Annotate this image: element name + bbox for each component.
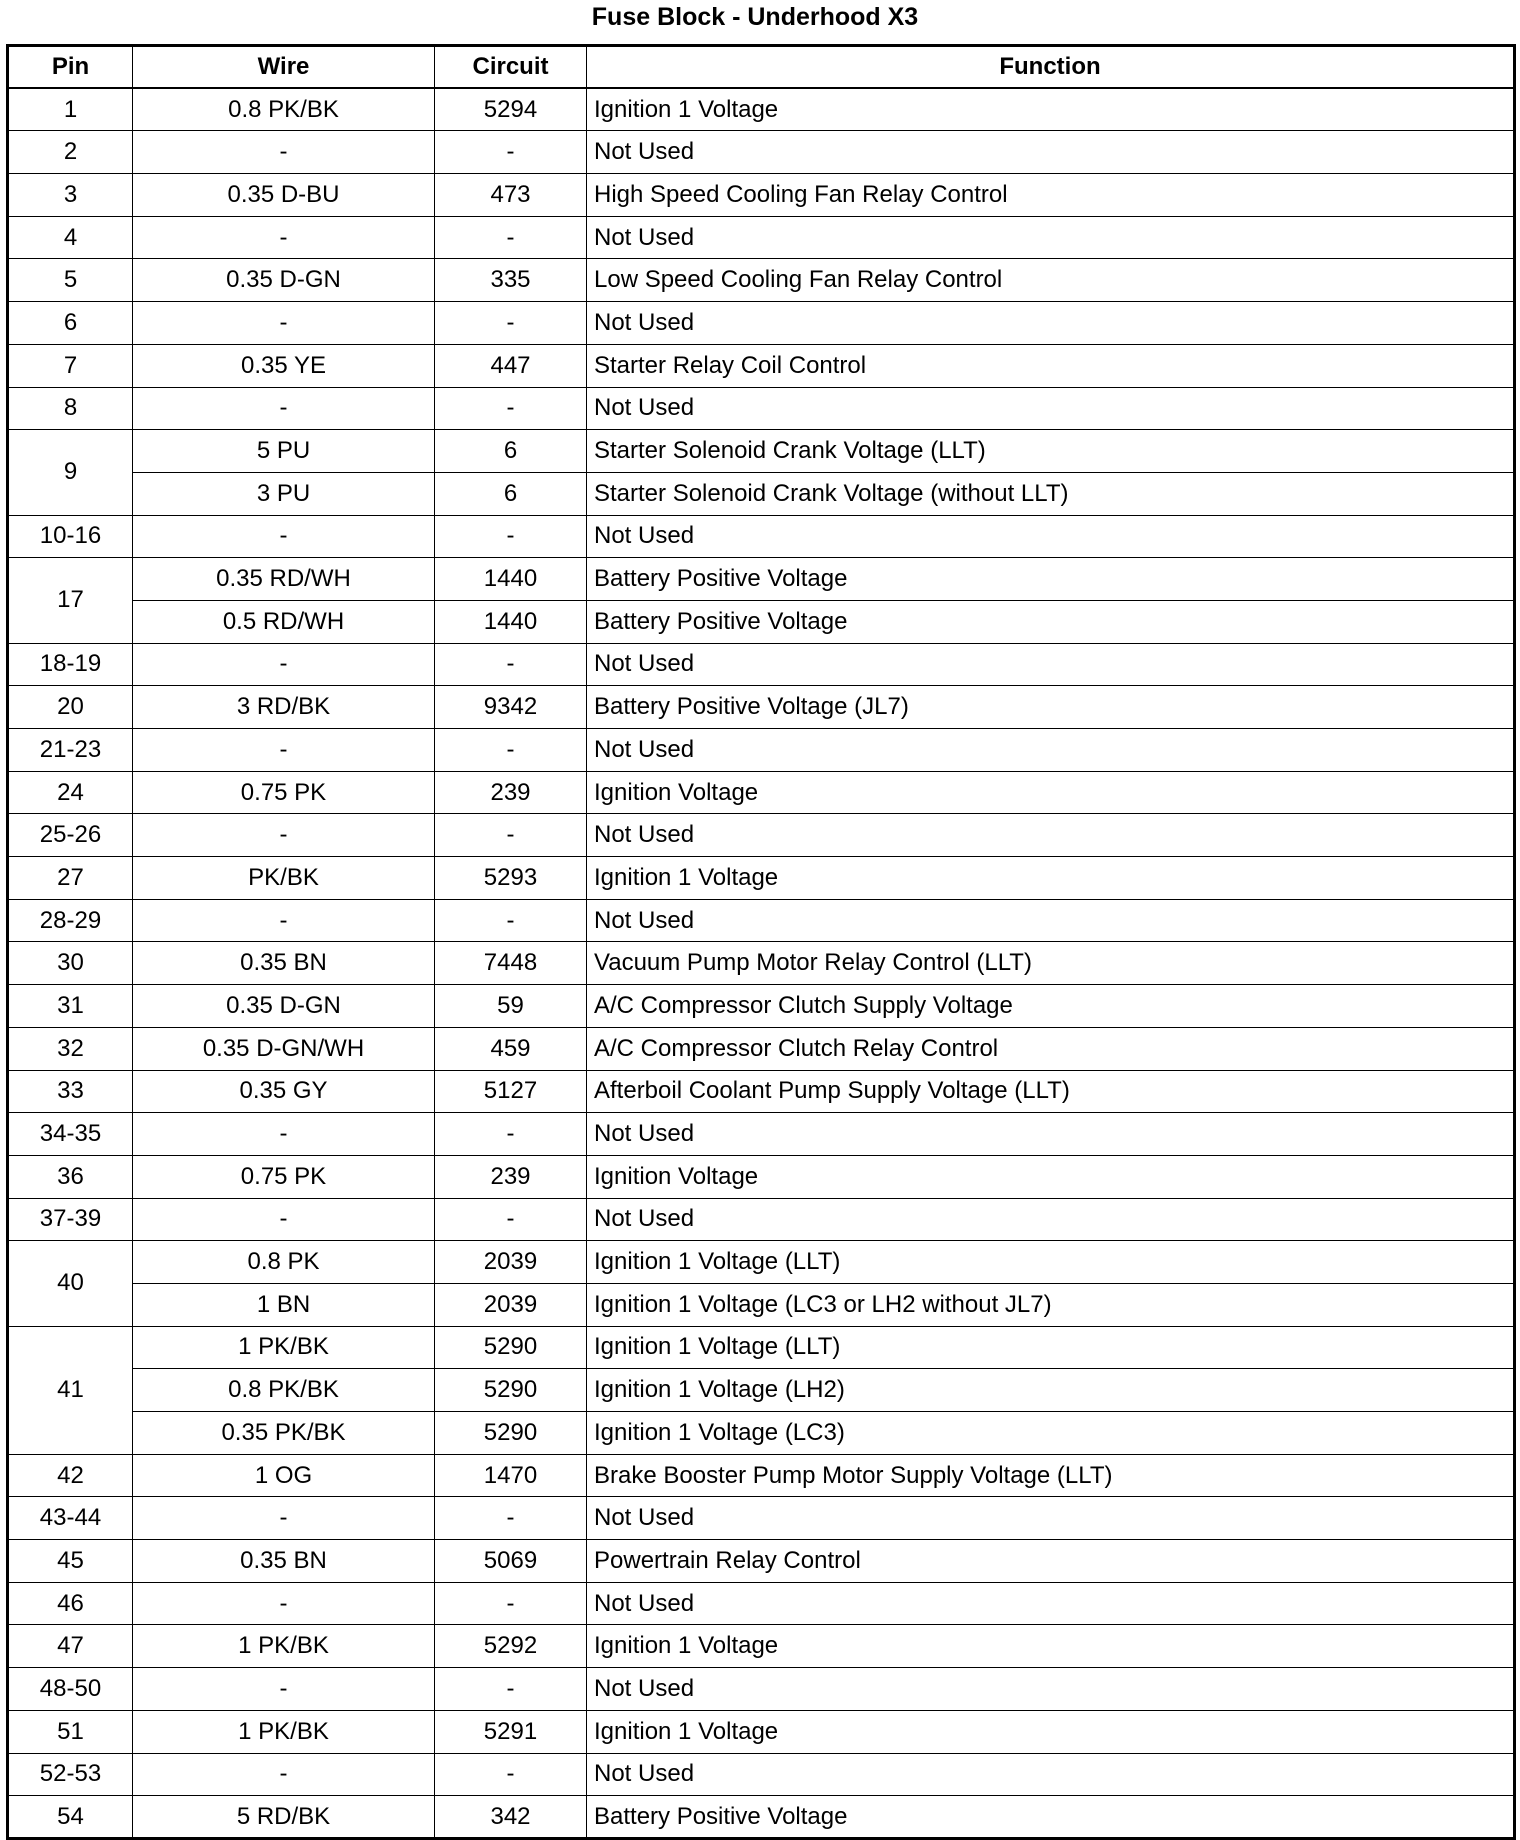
function-cell: Not Used <box>587 1668 1515 1711</box>
circuit-cell: 5290 <box>435 1369 587 1412</box>
circuit-cell: - <box>435 899 587 942</box>
table-row <box>8 1369 1515 1412</box>
wire-cell: - <box>133 515 435 558</box>
pin-cell: 20 <box>8 686 133 729</box>
circuit-cell: - <box>435 387 587 430</box>
wire-cell: 0.75 PK <box>133 1155 435 1198</box>
circuit-cell: 5291 <box>435 1710 587 1753</box>
function-cell: Not Used <box>587 814 1515 857</box>
function-cell: Not Used <box>587 515 1515 558</box>
wire-cell: - <box>133 899 435 942</box>
pin-cell: 24 <box>8 771 133 814</box>
table-row <box>8 1668 1515 1711</box>
pin-cell: 3 <box>8 174 133 217</box>
pin-cell: 52-53 <box>8 1753 133 1796</box>
wire-cell: 5 PU <box>133 430 435 473</box>
table-row <box>8 985 1515 1028</box>
table-row <box>8 1710 1515 1753</box>
pin-cell: 42 <box>8 1454 133 1497</box>
wire-cell: - <box>133 643 435 686</box>
circuit-cell: 1440 <box>435 558 587 601</box>
table-row <box>8 88 1515 131</box>
table-row <box>8 729 1515 772</box>
wire-cell: 0.5 RD/WH <box>133 600 435 643</box>
table-row <box>8 1283 1515 1326</box>
function-cell: Not Used <box>587 387 1515 430</box>
table-row <box>8 942 1515 985</box>
circuit-cell: - <box>435 131 587 174</box>
circuit-cell: 1470 <box>435 1454 587 1497</box>
circuit-cell: 335 <box>435 259 587 302</box>
wire-cell: 0.35 BN <box>133 1540 435 1583</box>
wire-cell: 0.35 PK/BK <box>133 1412 435 1455</box>
pin-cell: 33 <box>8 1070 133 1113</box>
pin-cell: 4 <box>8 216 133 259</box>
function-cell: Battery Positive Voltage <box>587 1796 1515 1839</box>
wire-cell: 1 OG <box>133 1454 435 1497</box>
circuit-cell: - <box>435 216 587 259</box>
table-row <box>8 1582 1515 1625</box>
circuit-cell: 239 <box>435 1155 587 1198</box>
pin-cell: 31 <box>8 985 133 1028</box>
function-cell: Ignition 1 Voltage (LH2) <box>587 1369 1515 1412</box>
pin-cell: 41 <box>8 1326 133 1454</box>
pin-cell: 46 <box>8 1582 133 1625</box>
wire-cell: - <box>133 1582 435 1625</box>
table-header-row <box>8 46 1515 89</box>
function-cell: Not Used <box>587 1753 1515 1796</box>
circuit-cell: - <box>435 515 587 558</box>
circuit-cell: 59 <box>435 985 587 1028</box>
table-row <box>8 899 1515 942</box>
table-row <box>8 558 1515 601</box>
function-cell: Ignition Voltage <box>587 771 1515 814</box>
wire-cell: - <box>133 1113 435 1156</box>
pin-cell: 10-16 <box>8 515 133 558</box>
function-cell: High Speed Cooling Fan Relay Control <box>587 174 1515 217</box>
circuit-cell: 2039 <box>435 1241 587 1284</box>
wire-cell: - <box>133 729 435 772</box>
wire-cell: 0.35 GY <box>133 1070 435 1113</box>
circuit-cell: - <box>435 1113 587 1156</box>
circuit-cell: - <box>435 1668 587 1711</box>
function-cell: Not Used <box>587 1582 1515 1625</box>
circuit-cell: 6 <box>435 472 587 515</box>
pin-cell: 54 <box>8 1796 133 1839</box>
table-row <box>8 1326 1515 1369</box>
function-cell: Ignition 1 Voltage (LLT) <box>587 1326 1515 1369</box>
function-cell: Not Used <box>587 729 1515 772</box>
header-pin: Pin <box>8 46 133 89</box>
pin-cell: 21-23 <box>8 729 133 772</box>
function-cell: Ignition 1 Voltage <box>587 857 1515 900</box>
function-cell: Starter Solenoid Crank Voltage (without LLT) <box>587 472 1515 515</box>
pin-cell: 36 <box>8 1155 133 1198</box>
circuit-cell: 5292 <box>435 1625 587 1668</box>
function-cell: Not Used <box>587 1497 1515 1540</box>
pin-cell: 37-39 <box>8 1198 133 1241</box>
circuit-cell: 342 <box>435 1796 587 1839</box>
pin-cell: 40 <box>8 1241 133 1326</box>
table-row <box>8 1625 1515 1668</box>
circuit-cell: - <box>435 302 587 345</box>
table-row <box>8 302 1515 345</box>
circuit-cell: 459 <box>435 1027 587 1070</box>
function-cell: Not Used <box>587 216 1515 259</box>
wire-cell: - <box>133 1497 435 1540</box>
circuit-cell: 5294 <box>435 88 587 131</box>
wire-cell: 3 PU <box>133 472 435 515</box>
wire-cell: PK/BK <box>133 857 435 900</box>
table-row <box>8 515 1515 558</box>
pin-cell: 2 <box>8 131 133 174</box>
circuit-cell: - <box>435 1753 587 1796</box>
table-row <box>8 174 1515 217</box>
table-row <box>8 344 1515 387</box>
table-body <box>8 88 1515 1838</box>
function-cell: A/C Compressor Clutch Relay Control <box>587 1027 1515 1070</box>
circuit-cell: 1440 <box>435 600 587 643</box>
pin-cell: 25-26 <box>8 814 133 857</box>
table-row <box>8 430 1515 473</box>
table-row <box>8 686 1515 729</box>
function-cell: A/C Compressor Clutch Supply Voltage <box>587 985 1515 1028</box>
wire-cell: 3 RD/BK <box>133 686 435 729</box>
pin-cell: 51 <box>8 1710 133 1753</box>
pin-cell: 34-35 <box>8 1113 133 1156</box>
pin-cell: 32 <box>8 1027 133 1070</box>
wire-cell: 1 PK/BK <box>133 1326 435 1369</box>
wire-cell: - <box>133 1668 435 1711</box>
function-cell: Ignition 1 Voltage (LC3) <box>587 1412 1515 1455</box>
wire-cell: - <box>133 131 435 174</box>
table-row <box>8 857 1515 900</box>
table-row <box>8 1497 1515 1540</box>
header-function: Function <box>587 46 1515 89</box>
pin-cell: 28-29 <box>8 899 133 942</box>
function-cell: Ignition Voltage <box>587 1155 1515 1198</box>
pin-cell: 7 <box>8 344 133 387</box>
function-cell: Not Used <box>587 1113 1515 1156</box>
wire-cell: 0.35 YE <box>133 344 435 387</box>
pin-cell: 47 <box>8 1625 133 1668</box>
circuit-cell: 5069 <box>435 1540 587 1583</box>
circuit-cell: 2039 <box>435 1283 587 1326</box>
circuit-cell: 6 <box>435 430 587 473</box>
function-cell: Not Used <box>587 643 1515 686</box>
wire-cell: 0.35 RD/WH <box>133 558 435 601</box>
pin-cell: 30 <box>8 942 133 985</box>
table-row <box>8 771 1515 814</box>
wire-cell: 0.8 PK/BK <box>133 1369 435 1412</box>
wire-cell: 1 BN <box>133 1283 435 1326</box>
wire-cell: 1 PK/BK <box>133 1625 435 1668</box>
function-cell: Ignition 1 Voltage <box>587 1710 1515 1753</box>
function-cell: Low Speed Cooling Fan Relay Control <box>587 259 1515 302</box>
circuit-cell: - <box>435 1582 587 1625</box>
wire-cell: - <box>133 1198 435 1241</box>
wire-cell: 0.8 PK <box>133 1241 435 1284</box>
header-circuit: Circuit <box>435 46 587 89</box>
document-title: Fuse Block - Underhood X3 <box>591 3 919 31</box>
wire-cell: 0.35 D-BU <box>133 174 435 217</box>
table-row <box>8 1155 1515 1198</box>
pin-cell: 5 <box>8 259 133 302</box>
circuit-cell: 5290 <box>435 1326 587 1369</box>
table-row <box>8 387 1515 430</box>
wire-cell: - <box>133 814 435 857</box>
function-cell: Brake Booster Pump Motor Supply Voltage (LLT) <box>587 1454 1515 1497</box>
table-row <box>8 1454 1515 1497</box>
circuit-cell: 5293 <box>435 857 587 900</box>
circuit-cell: 447 <box>435 344 587 387</box>
pin-cell: 43-44 <box>8 1497 133 1540</box>
wire-cell: 0.75 PK <box>133 771 435 814</box>
circuit-cell: - <box>435 643 587 686</box>
circuit-cell: 9342 <box>435 686 587 729</box>
function-cell: Not Used <box>587 899 1515 942</box>
function-cell: Battery Positive Voltage <box>587 558 1515 601</box>
table-row <box>8 1241 1515 1284</box>
function-cell: Not Used <box>587 1198 1515 1241</box>
pin-cell: 8 <box>8 387 133 430</box>
wire-cell: 1 PK/BK <box>133 1710 435 1753</box>
circuit-cell: 5290 <box>435 1412 587 1455</box>
table-row <box>8 131 1515 174</box>
wire-cell: - <box>133 387 435 430</box>
header-wire: Wire <box>133 46 435 89</box>
circuit-cell: 7448 <box>435 942 587 985</box>
function-cell: Battery Positive Voltage <box>587 600 1515 643</box>
pin-cell: 45 <box>8 1540 133 1583</box>
function-cell: Starter Relay Coil Control <box>587 344 1515 387</box>
wire-cell: 0.35 D-GN/WH <box>133 1027 435 1070</box>
table-row <box>8 472 1515 515</box>
table-row <box>8 1113 1515 1156</box>
function-cell: Not Used <box>587 131 1515 174</box>
table-row <box>8 1796 1515 1839</box>
table-row <box>8 1412 1515 1455</box>
wire-cell: - <box>133 216 435 259</box>
pin-cell: 18-19 <box>8 643 133 686</box>
pin-cell: 1 <box>8 88 133 131</box>
circuit-cell: - <box>435 1198 587 1241</box>
wire-cell: 0.35 D-GN <box>133 985 435 1028</box>
table-row <box>8 600 1515 643</box>
wire-cell: 5 RD/BK <box>133 1796 435 1839</box>
table-row <box>8 1027 1515 1070</box>
function-cell: Afterboil Coolant Pump Supply Voltage (LLT) <box>587 1070 1515 1113</box>
circuit-cell: - <box>435 814 587 857</box>
table-row <box>8 259 1515 302</box>
circuit-cell: 473 <box>435 174 587 217</box>
wire-cell: 0.35 D-GN <box>133 259 435 302</box>
pin-cell: 48-50 <box>8 1668 133 1711</box>
table-row <box>8 216 1515 259</box>
function-cell: Ignition 1 Voltage (LLT) <box>587 1241 1515 1284</box>
pin-cell: 6 <box>8 302 133 345</box>
wire-cell: 0.8 PK/BK <box>133 88 435 131</box>
function-cell: Powertrain Relay Control <box>587 1540 1515 1583</box>
function-cell: Battery Positive Voltage (JL7) <box>587 686 1515 729</box>
table-row <box>8 1753 1515 1796</box>
pinout-table <box>6 44 1516 1840</box>
pin-cell: 27 <box>8 857 133 900</box>
table-row <box>8 1070 1515 1113</box>
wire-cell: - <box>133 1753 435 1796</box>
wire-cell: - <box>133 302 435 345</box>
pin-cell: 9 <box>8 430 133 515</box>
function-cell: Ignition 1 Voltage (LC3 or LH2 without JL7) <box>587 1283 1515 1326</box>
table-row <box>8 814 1515 857</box>
table-row <box>8 1198 1515 1241</box>
function-cell: Not Used <box>587 302 1515 345</box>
circuit-cell: - <box>435 1497 587 1540</box>
function-cell: Starter Solenoid Crank Voltage (LLT) <box>587 430 1515 473</box>
table-row <box>8 643 1515 686</box>
circuit-cell: 239 <box>435 771 587 814</box>
function-cell: Vacuum Pump Motor Relay Control (LLT) <box>587 942 1515 985</box>
circuit-cell: 5127 <box>435 1070 587 1113</box>
wire-cell: 0.35 BN <box>133 942 435 985</box>
pin-cell: 17 <box>8 558 133 643</box>
function-cell: Ignition 1 Voltage <box>587 1625 1515 1668</box>
circuit-cell: - <box>435 729 587 772</box>
table-row <box>8 1540 1515 1583</box>
function-cell: Ignition 1 Voltage <box>587 88 1515 131</box>
